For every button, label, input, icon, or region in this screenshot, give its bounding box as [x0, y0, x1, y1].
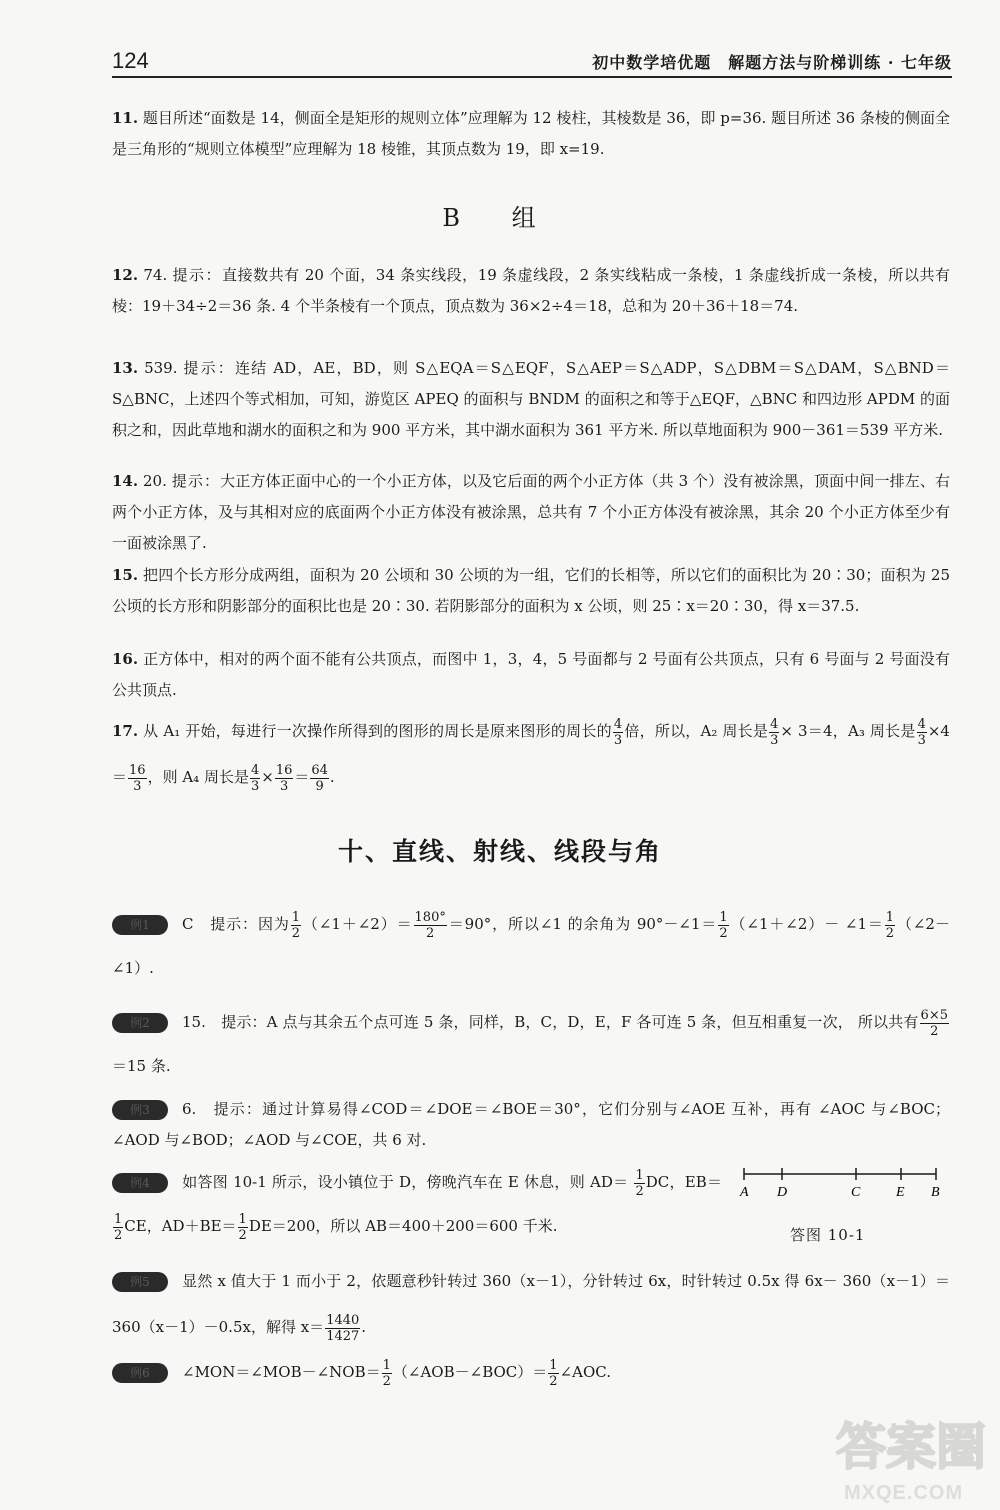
- numerator: 1: [635, 1167, 644, 1183]
- answer-text: 正方体中，相对的两个面不能有公共顶点，而图中 1，3，4，5 号面都与 2 号面有公共顶点，只有 6 号面与 2 号面没有公共顶点.: [112, 650, 950, 699]
- denominator: 2: [426, 925, 435, 941]
- item-number: 12.: [112, 266, 139, 284]
- answer-value: 539.: [144, 359, 178, 377]
- text-run: 360（x－1）＝360（x－1）－0.5x，解得 x＝: [112, 1272, 950, 1336]
- fraction: [718, 910, 728, 941]
- text-run: ×: [780, 722, 793, 740]
- example-badge: 例3: [112, 1100, 168, 1120]
- answer-value: 74.: [143, 266, 168, 284]
- text-run: ，则 A₄ 周长是: [147, 768, 249, 786]
- item-number: 16.: [112, 650, 139, 668]
- answer-13: [112, 353, 950, 446]
- watermark-glyphs: [832, 1408, 992, 1480]
- fraction: [250, 763, 260, 794]
- section-heading-b: B 组: [442, 204, 558, 232]
- denominator: 9: [315, 778, 324, 794]
- hint-label: 提示：: [172, 266, 223, 284]
- point-label-d: D: [777, 1185, 788, 1200]
- point-label-a: A: [740, 1185, 749, 1200]
- fraction: [548, 1358, 558, 1389]
- answer-12: [112, 260, 950, 322]
- denominator: 3: [133, 778, 142, 794]
- denominator: 3: [250, 778, 260, 794]
- watermark-glyph-text: 答案圈: [836, 1418, 986, 1476]
- text-run: DE＝200，所以 AB＝400＋200＝600 千米.: [248, 1217, 558, 1235]
- numerator: 1: [719, 909, 728, 925]
- numerator: 4: [917, 716, 926, 732]
- figure-caption: 答图 10-1: [790, 1226, 866, 1244]
- denominator: 3: [770, 732, 779, 748]
- point-label-b: B: [931, 1185, 940, 1200]
- text-run: 15. 提示：A 点与其余五个点可连 5 条，同样，B，C，D，E，F 各可连 5 条，但互相重复一次，: [182, 1013, 853, 1031]
- numerator: 1: [382, 1357, 391, 1373]
- hint-label: 提示：: [171, 472, 221, 490]
- example-badge: 例1: [112, 915, 168, 935]
- numerator: 16: [275, 762, 293, 778]
- example-4: [112, 1160, 722, 1248]
- denominator: 2: [719, 925, 728, 941]
- text-run: （∠1＋∠2）－: [729, 915, 840, 933]
- text-run: 如答图 10-1 所示，设小镇位于 D，傍晚汽车在 E 休息，则 AD＝: [182, 1173, 629, 1191]
- numerator: 64: [311, 762, 328, 778]
- fraction: [414, 910, 447, 941]
- denominator: 2: [238, 1227, 247, 1243]
- example-badge: 例5: [112, 1272, 168, 1292]
- fraction: [238, 1212, 248, 1243]
- fraction: [325, 1313, 360, 1344]
- numerator: 4: [770, 716, 779, 732]
- example-3: [112, 1094, 950, 1156]
- hint-label: 提示：: [183, 359, 235, 377]
- answer-value: 20.: [143, 472, 167, 490]
- answer-16: [112, 644, 950, 706]
- answer-lead: 连结 AD，AE，BD，则: [234, 359, 416, 377]
- example-badge: 例4: [112, 1173, 168, 1193]
- numerator: 1: [238, 1211, 247, 1227]
- example-1: [112, 902, 950, 990]
- fraction: [634, 1168, 644, 1199]
- fraction: [128, 763, 147, 794]
- numerator: 1: [291, 909, 301, 925]
- answer-text: 上述四个等式相加，可知，游览区 APEQ 的面积与 BNDM 的面积之和等于△EQF，△BNC 和四边形 APDM 的面积之和，因此草地和湖水的面积之和为 900 平方米，其中湖水面积为 361 平方米. 所以草地面积为 900－361＝539 平方米.: [112, 390, 951, 439]
- text-run: 6. 提示：通过计算易得∠COD＝∠DOE＝∠BOE＝30°，它们分别与∠AOE 互补，再有: [182, 1100, 813, 1118]
- watermark-logo: [832, 1408, 992, 1504]
- text-run: 所以共有: [857, 1013, 919, 1031]
- denominator: 2: [635, 1183, 644, 1199]
- numerator: 16: [129, 762, 146, 778]
- text-run: ∠AOC.: [559, 1363, 611, 1381]
- item-number: 13.: [112, 359, 139, 377]
- text-run: 从 A₁ 开始，每进行一次操作所得到的图形的周长是原来图形的周长的: [143, 722, 612, 740]
- item-number: 15.: [112, 566, 139, 584]
- fraction: [291, 910, 301, 941]
- text-run: .: [329, 768, 335, 786]
- text-run: 显然 x 值大于 1 而小于 2，依题意秒针转过 360（x－1），分针转过 6x，时针转过 0.5x 得 6x－: [182, 1272, 838, 1290]
- running-title: 初中数学培优题 解题方法与阶梯训练 · 七年级: [592, 53, 952, 72]
- text-run: ∠1＝: [844, 915, 884, 933]
- text-run: CE，AD＋BE＝: [124, 1217, 237, 1235]
- denominator: 2: [291, 925, 301, 941]
- denominator: 2: [930, 1023, 939, 1039]
- text-run: ×: [261, 768, 274, 786]
- denominator: 1427: [326, 1328, 360, 1344]
- denominator: 3: [613, 732, 623, 748]
- numerator: 4: [613, 716, 623, 732]
- point-label-c: C: [851, 1185, 861, 1200]
- segment-diagram: [738, 1162, 948, 1222]
- denominator: 2: [885, 925, 895, 941]
- fraction: [310, 763, 329, 794]
- answer-text: 直接数共有 20 个面，34 条实线段，19 条虚线段，2 条实线粘成一条棱，1 条虚线折成一条棱，所以共有棱：19＋34÷2＝36 条. 4 个半条棱有一个顶点，顶点数为 36×2÷4＝18，总和为 20＋36＋18＝74.: [112, 266, 950, 315]
- text-run: .: [361, 1318, 367, 1336]
- area-equations: S△EQA＝S△EQF，S△AEP＝S△ADP，S△DBM＝S△DAM，S△BND＝S△BNC，: [112, 359, 950, 408]
- text-run: 倍，所以，A₂ 周长是: [624, 722, 769, 740]
- text-run: 3＝4，A₃ 周长是: [797, 722, 916, 740]
- fraction: [382, 1358, 392, 1389]
- fraction: [275, 763, 294, 794]
- header-rule: [112, 76, 952, 78]
- numerator: 4: [250, 762, 260, 778]
- example-6: [112, 1350, 950, 1394]
- item-number: 11.: [112, 109, 139, 127]
- text-run: （∠2－∠1）.: [112, 915, 950, 977]
- answer-11: [112, 103, 950, 165]
- item-number: 17.: [112, 722, 139, 740]
- page-number: 124: [112, 48, 149, 73]
- fraction: [917, 717, 927, 748]
- answer-15: [112, 560, 950, 622]
- answer-text: 题目所述“面数是 14，侧面全是矩形的规则立体”应理解为 12 棱柱，其棱数是 36，即 p=36. 题目所述 36 条棱的侧面全是三角形的“规则立体模型”应理解为 18 棱锥，其顶点数为 19，即 x=19.: [112, 109, 950, 158]
- fraction: [920, 1008, 949, 1039]
- denominator: 3: [917, 732, 926, 748]
- numerator: 1: [885, 909, 895, 925]
- example-badge: 例6: [112, 1363, 168, 1383]
- numerator: 1440: [326, 1312, 360, 1328]
- page-header: [112, 44, 952, 74]
- text-run: DC，EB＝: [645, 1173, 722, 1191]
- answer-17: [112, 708, 950, 800]
- fraction: [885, 910, 895, 941]
- answer-text: 把四个长方形分成两组，面积为 20 公顷和 30 公顷的为一组，它们的长相等，所以它们的面积比为 20∶30；面积为 25 公顷的长方形和阴影部分的面积比也是 20∶30. 若阴影部分的面积为 x 公顷，则 25∶x＝20∶30，得 x＝37.5.: [112, 566, 950, 615]
- text-run: （∠AOB－∠BOC）＝: [392, 1363, 548, 1381]
- chapter-title: 十、直线、射线、线段与角: [337, 837, 662, 866]
- fraction: [769, 717, 779, 748]
- example-5: [112, 1258, 950, 1350]
- item-number: 14.: [112, 472, 139, 490]
- numerator: 1: [114, 1211, 123, 1227]
- example-badge: 例2: [112, 1013, 168, 1033]
- text-run: （∠1＋∠2）＝: [302, 915, 413, 933]
- denominator: 2: [549, 1373, 558, 1389]
- fraction: [113, 1212, 123, 1243]
- answer-14: [112, 466, 950, 559]
- fraction: [613, 717, 623, 748]
- text-run: ∠MON＝∠MOB－∠NOB＝: [182, 1363, 381, 1381]
- answer-text: 大正方体正面中心的一个小正方体，以及它后面的两个小正方体（共 3 个）没有被涂黑，顶面中间一排左、右两个小正方体，及与其相对应的底面两个小正方体没有被涂黑，总共有 7 个小正方体没有被涂黑，其余 20 个小正方体至少有一面被涂黑了.: [112, 472, 950, 552]
- denominator: 2: [114, 1227, 123, 1243]
- text-run: ＝15 条.: [112, 1057, 171, 1075]
- watermark-text: MXQE.COM: [844, 1482, 964, 1504]
- point-label-e: E: [896, 1185, 905, 1200]
- numerator: 1: [549, 1357, 558, 1373]
- numerator: 180°: [414, 909, 446, 925]
- example-2: [112, 1000, 950, 1088]
- text-run: ＝: [294, 768, 310, 786]
- denominator: 3: [279, 778, 289, 794]
- denominator: 2: [382, 1373, 391, 1389]
- text-run: ∠AOC 与∠BOC；∠AOD 与∠BOD；∠AOD 与∠COE，共 6 对.: [112, 1100, 950, 1149]
- text-run: ＝90°，所以∠1 的余角为 90°－∠1＝: [447, 915, 718, 933]
- figure-10-1: [738, 1162, 948, 1272]
- text-run: C 提示：因为: [182, 915, 290, 933]
- text-run: ×4＝: [112, 722, 950, 786]
- numerator: 6×5: [920, 1007, 948, 1023]
